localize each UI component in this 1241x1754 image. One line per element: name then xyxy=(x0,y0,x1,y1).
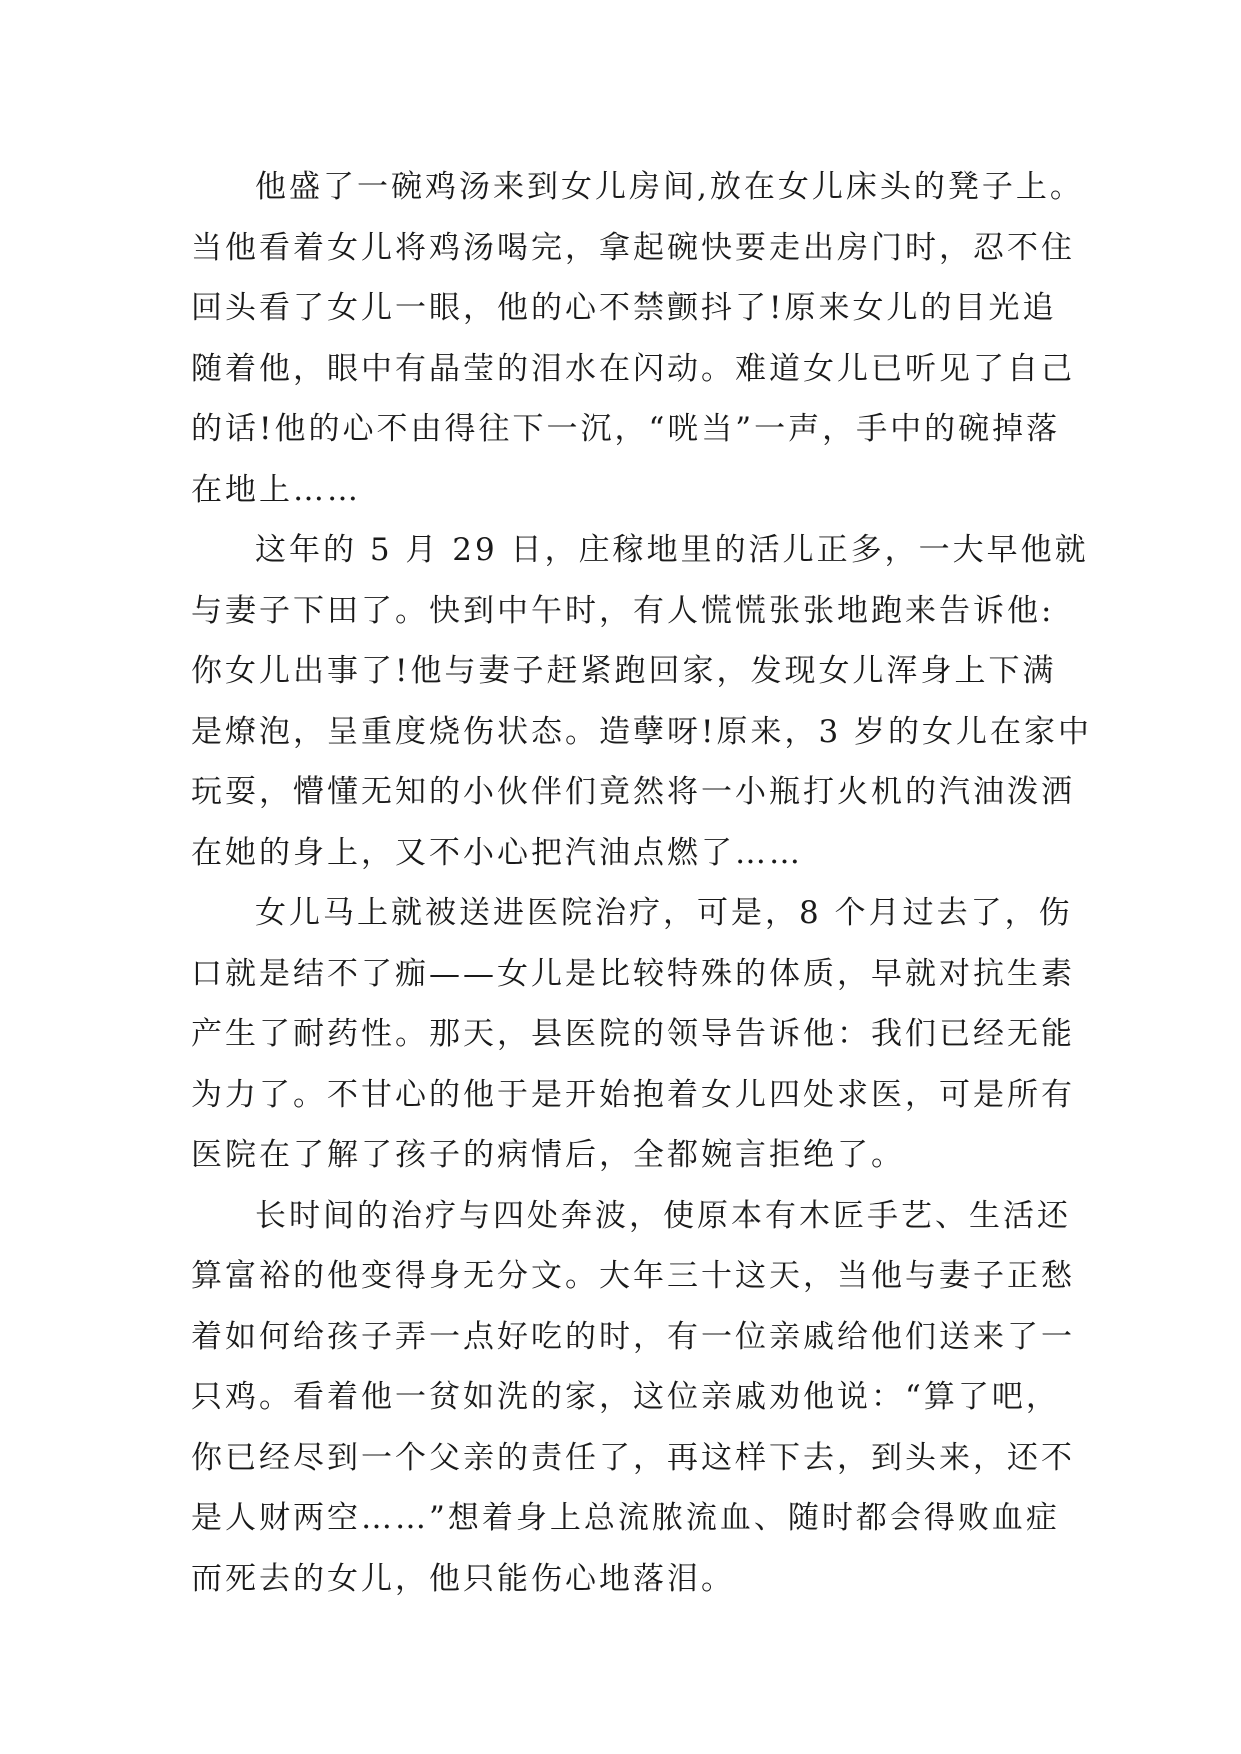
paragraph-3 xyxy=(191,883,1091,1186)
text-line: 与妻子下田了。快到中午时，有人慌慌张张地跑来告诉他: xyxy=(191,592,1055,629)
text-line: 你女儿出事了!他与妻子赶紧跑回家，发现女儿浑身上下满 xyxy=(191,653,1057,689)
text-line: 是燎泡，呈重度烧伤状态。造孽呀!原来，3 岁的女儿在家中 xyxy=(191,713,1093,750)
text-line: 在她的身上，又不小心把汽油点燃了…… xyxy=(191,834,803,871)
text-line: 为力了。不甘心的他于是开始抱着女儿四处求医，可是所有 xyxy=(191,1076,1075,1113)
text-line: 医院在了解了孩子的病情后，全都婉言拒绝了。 xyxy=(191,1137,905,1173)
text-line: 着如何给孩子弄一点好吃的时，有一位亲戚给他们送来了一 xyxy=(191,1318,1075,1355)
text-line: 算富裕的他变得身无分文。大年三十这天，当他与妻子正愁 xyxy=(191,1258,1075,1294)
paragraph-1 xyxy=(191,157,1091,520)
paragraph-2 xyxy=(191,520,1091,883)
text-line: 女儿马上就被送进医院治疗，可是，8 个月过去了，伤 xyxy=(255,895,1073,931)
text-line: 玩耍，懵懂无知的小伙伴们竟然将一小瓶打火机的汽油泼洒 xyxy=(191,774,1075,810)
text-line: 而死去的女儿，他只能伤心地落泪。 xyxy=(191,1560,735,1597)
text-line: 回头看了女儿一眼，他的心不禁颤抖了!原来女儿的目光追 xyxy=(191,290,1057,326)
text-line: 口就是结不了痂——女儿是比较特殊的体质，早就对抗生素 xyxy=(191,955,1075,992)
text-line: 是人财两空……”想着身上总流脓流血、随时都会得败血症 xyxy=(191,1500,1060,1536)
text-line: 你已经尽到一个父亲的责任了，再这样下去，到头来，还不 xyxy=(191,1439,1075,1476)
text-line: 在地上…… xyxy=(191,471,361,508)
text-line: 随着他，眼中有晶莹的泪水在闪动。难道女儿已听见了自己 xyxy=(191,350,1075,387)
text-line: 这年的 5 月 29 日，庄稼地里的活儿正多，一大早他就 xyxy=(255,532,1089,568)
article-body xyxy=(191,157,1091,1609)
text-line: 长时间的治疗与四处奔波，使原本有木匠手艺、生活还 xyxy=(255,1197,1071,1234)
text-line: 的话!他的心不由得往下一沉，“咣当”一声，手中的碗掉落 xyxy=(191,411,1061,447)
text-line: 只鸡。看着他一贫如洗的家，这位亲戚劝他说：“算了吧， xyxy=(191,1379,1060,1415)
text-line: 他盛了一碗鸡汤来到女儿房间,放在女儿床头的凳子上。 xyxy=(255,169,1084,205)
text-line: 产生了耐药性。那天，县医院的领导告诉他：我们已经无能 xyxy=(191,1016,1075,1052)
paragraph-4 xyxy=(191,1186,1091,1610)
text-line: 当他看着女儿将鸡汤喝完，拿起碗快要走出房门时，忍不住 xyxy=(191,229,1075,266)
